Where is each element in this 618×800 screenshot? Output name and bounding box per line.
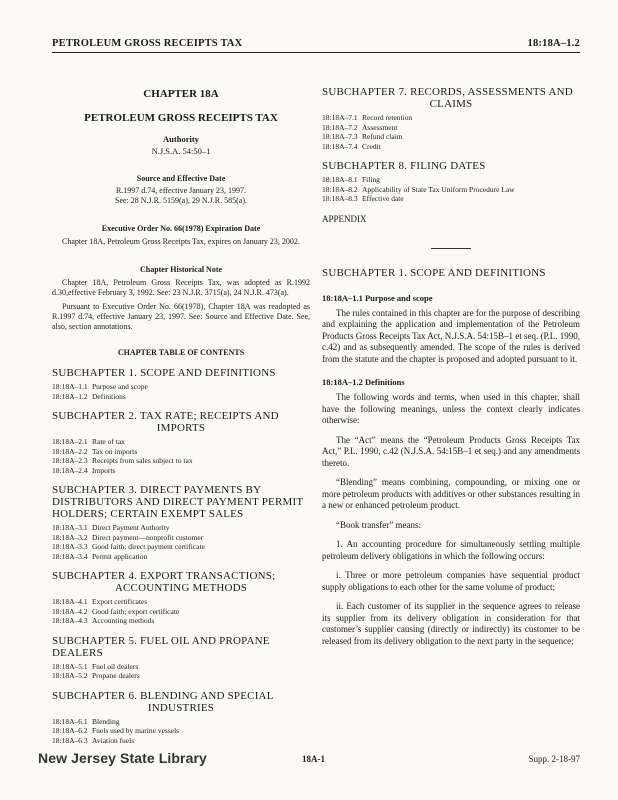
toc-item[interactable]: 18:18A–2.4 Imports [52,465,116,475]
toc-subchapter-2: SUBCHAPTER 2. TAX RATE; RECEIPTS AND IMPORTS [52,410,279,434]
toc-item[interactable]: 18:18A–4.2 Good faith; export certificate [52,606,180,616]
toc-subchapter-8: SUBCHAPTER 8. FILING DATES [322,160,486,172]
toc-list-sc2 [52,437,310,475]
toc-subchapter-7: SUBCHAPTER 7. RECORDS, ASSESSMENTS AND CLAIMS [322,86,573,110]
section-1-2-heading: 18:18A–1.2 Definitions [322,377,405,387]
toc-item[interactable]: 18:18A–7.2 Assessment [322,122,398,132]
section-1-1-heading: 18:18A–1.1 Purpose and scope [322,292,433,303]
section-divider [431,248,471,249]
page-footer [0,748,618,778]
supplement-date: Supp. 2-18-97 [528,754,580,764]
section-1-2-body [322,392,580,647]
section-1-1-body [322,308,580,366]
history-paragraph-1: Chapter 18A, Petroleum Gross Receipts Tax, was adopted as R.1992 d.30,effective February 3, 1992. See: 23 N.J.R. 3715(a), 24 N.J.R. 473(a). [52,278,310,297]
toc-list-sc4 [52,597,310,626]
toc-item[interactable]: 18:18A–3.2 Direct payment—nonprofit customer [52,532,204,542]
toc-item[interactable]: 18:18A–2.1 Rate of tax [52,437,125,446]
right-column [322,86,580,647]
toc-item[interactable]: 18:18A–7.3 Refund claim [322,132,403,141]
toc-item[interactable]: 18:18A–8.1 Filing [322,175,380,184]
toc-item[interactable]: 18:18A–6.2 Fuels used by marine vessels [52,726,180,735]
paragraph: The rules contained in this chapter are for the purpose of describing and explaining the application and implementation of the Petroleum Products Gross Receipts Tax Act, N.J.S.A. 54:15B–1 et seq. (P.L. 1990, c.42) and as subsequently amended. The scope of the rules is derived from the statute and the chapter is proposed and adopted pursuant to it. [322,307,580,364]
toc-subchapter-4: SUBCHAPTER 4. EXPORT TRANSACTIONS; ACCOUNTING METHODS [52,570,276,594]
toc-item[interactable]: 18:18A–1.2 Definitions [52,391,126,401]
toc-list-sc1 [52,382,310,401]
paragraph: i. Three or more petroleum companies have sequential product supply obligations to each other for the same volume of product; [322,570,580,592]
toc-item[interactable]: 18:18A–4.1 Export certificates [52,597,148,606]
paragraph: 1. An accounting procedure for simultaneously settling multiple petroleum delivery obligations in which the following occurs: [322,539,580,561]
paragraph: ii. Each customer of its supplier in the sequence agrees to release its supplier from its delivery obligation in consideration for that customer’s supplier causing (directly or indirectly) its customer to be released from its delivery obligation to the next party in the sequence; [322,601,580,646]
authority-text: N.J.S.A. 54:50–1 [151,146,211,156]
history-heading: Chapter Historical Note [139,265,223,274]
toc-subchapter-1: SUBCHAPTER 1. SCOPE AND DEFINITIONS [52,367,276,379]
toc-item[interactable]: 18:18A–6.3 Aviation fuels [52,735,135,745]
toc-list-sc5 [52,662,310,681]
history-paragraph-2: Pursuant to Executive Order No. 66(1978), Chapter 18A was readopted as R.1997 d.74, effective January 23, 1997. See: Source and Effective Date. See, also, section annotations. [52,302,310,331]
toc-item[interactable]: 18:18A–5.1 Fuel oil dealers [52,661,139,671]
toc-list-sc8 [322,175,580,204]
toc-item[interactable]: 18:18A–3.4 Permit application [52,551,148,561]
toc-item[interactable]: 18:18A–2.3 Receipts from sales subject to tax [52,456,193,465]
source-line-1: R.1997 d.74, effective January 23, 1997. [115,186,247,195]
library-stamp: New Jersey State Library [38,750,207,766]
page-number: 18A-1 [302,754,325,764]
toc-subchapter-3: SUBCHAPTER 3. DIRECT PAYMENTS BY DISTRIBUTORS AND DIRECT PAYMENT PERMIT HOLDERS; CERTAIN EXEMPT SALES [52,484,304,520]
exec-order-text: Chapter 18A, Petroleum Gross Receipts Tax, expires on January 23, 2002. [62,237,300,246]
paragraph: “Book transfer” means: [336,519,421,530]
toc-item[interactable]: 18:18A–5.2 Propane dealers [52,671,140,680]
source-heading: Source and Effective Date [136,174,226,183]
toc-heading: CHAPTER TABLE OF CONTENTS [117,348,245,357]
toc-subchapter-6: SUBCHAPTER 6. BLENDING AND SPECIAL INDUSTRIES [52,689,274,714]
toc-item[interactable]: 18:18A–8.3 Effective date [322,194,404,203]
toc-appendix[interactable]: APPENDIX [322,213,367,224]
toc-item[interactable]: 18:18A–6.1 Blending [52,716,120,726]
exec-order-heading: Executive Order No. 66(1978) Expiration Date [101,224,261,233]
toc-list-sc3 [52,523,310,561]
header-title: PETROLEUM GROSS RECEIPTS TAX [52,38,243,49]
paragraph: The following words and terms, when used in this chapter, shall have the following meanings, unless the context clearly indicates otherwise: [322,392,580,425]
toc-item[interactable]: 18:18A–2.2 Tax on imports [52,446,138,456]
toc-item[interactable]: 18:18A–4.3 Accounting methods [52,616,155,625]
toc-item[interactable]: 18:18A–7.1 Record retention [322,113,413,122]
toc-item[interactable]: 18:18A–1.1 Purpose and scope [52,382,148,391]
subchapter-1-heading: SUBCHAPTER 1. SCOPE AND DEFINITIONS [322,266,546,279]
chapter-title: PETROLEUM GROSS RECEIPTS TAX [84,112,278,124]
toc-list-sc7 [322,113,580,151]
chapter-number: CHAPTER 18A [143,88,219,100]
running-header [52,36,580,53]
toc-item[interactable]: 18:18A–7.4 Credit [322,141,381,151]
toc-item[interactable]: 18:18A–8.2 Applicability of State Tax Uniform Procedure Law [322,184,515,194]
header-section-number: 18:18A–1.2 [527,38,580,49]
toc-item[interactable]: 18:18A–3.3 Good faith; direct payment certificate [52,542,205,551]
paragraph: The “Act” means the “Petroleum Products Gross Receipts Tax Act,” P.L. 1990, c.42 (N.J.S.A. 54:15B–1 et seq.) and any amendments thereto. [322,434,580,468]
toc-item[interactable]: 18:18A–3.1 Direct Payment Authority [52,523,170,532]
authority-heading: Authority [163,134,199,144]
toc-subchapter-5: SUBCHAPTER 5. FUEL OIL AND PROPANE DEALERS [52,634,270,659]
left-column [52,84,310,745]
source-line-2: See: 28 N.J.R. 5159(a), 29 N.J.R. 585(a). [115,196,247,205]
paragraph: “Blending” means combining, compounding, or mixing one or more petroleum products with additives or other substances resulting in a new or enhanced petroleum product. [322,477,580,510]
toc-list-sc6 [52,717,310,746]
